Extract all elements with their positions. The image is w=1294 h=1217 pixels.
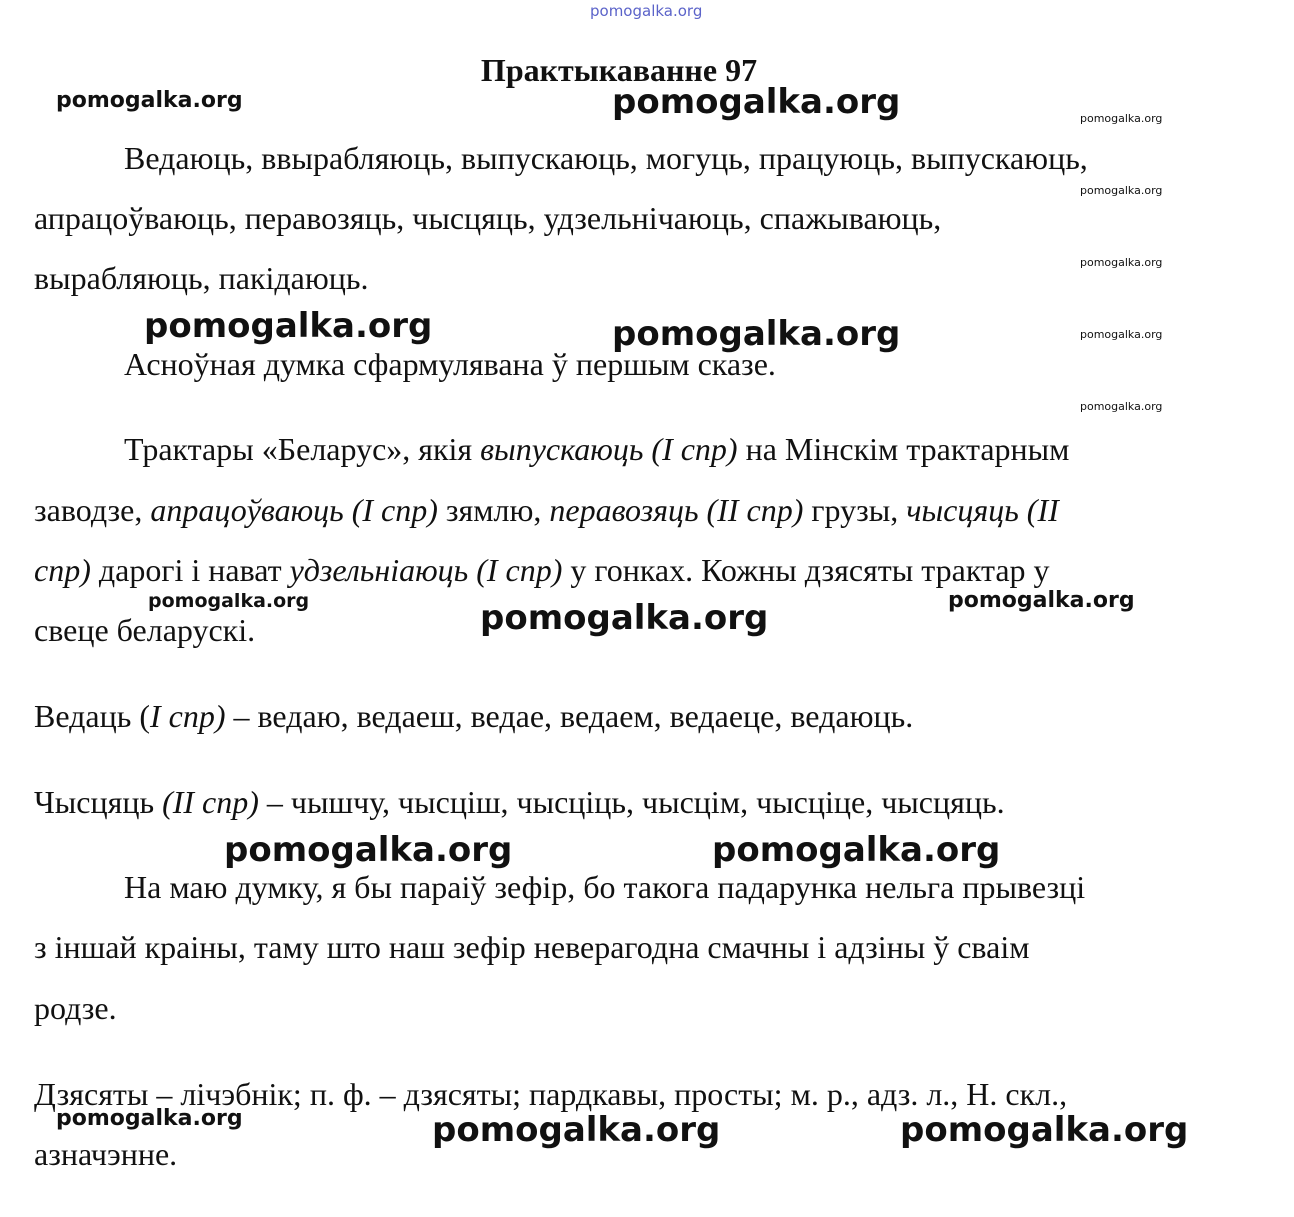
verb-annotation: перавозяць (II спр)	[549, 492, 804, 528]
para3-line4: свеце беларускі.	[34, 612, 256, 648]
watermark: pomogalka.org	[144, 306, 433, 346]
para3-line3	[34, 552, 1050, 589]
watermark: pomogalka.org	[612, 82, 901, 122]
text-run: – чышчу, чысціш, чысціць, чысцім, чысціце, чысцяць.	[258, 784, 1005, 820]
para5-line1	[34, 784, 1005, 821]
watermark: pomogalka.org	[148, 590, 310, 612]
watermark: pomogalka.org	[612, 314, 901, 354]
watermark: pomogalka.org	[1080, 112, 1163, 125]
watermark: pomogalka.org	[712, 830, 1001, 870]
text-run: дарогі і нават	[90, 552, 290, 588]
text-run: Ведаць (	[34, 698, 150, 734]
para6-line1: На маю думку, я бы параіў зефір, бо такога падарунка нельга прывезці	[124, 869, 1086, 905]
verb-annotation: удзельніаюць (I спр)	[289, 552, 563, 588]
text-run: зямлю,	[437, 492, 550, 528]
text-run: на Мінскім трактарным	[737, 431, 1070, 467]
verb-annotation: чысцяць (II	[906, 492, 1059, 528]
text-run: грузы,	[803, 492, 907, 528]
watermark: pomogalka.org	[432, 1110, 721, 1150]
para3-line2	[34, 492, 1059, 529]
verb-annotation: спр)	[34, 552, 91, 588]
watermark-top-link[interactable]: pomogalka.org	[590, 2, 703, 20]
page-title: Практыкаванне 97	[480, 52, 758, 88]
watermark: pomogalka.org	[480, 598, 769, 638]
watermark: pomogalka.org	[56, 1106, 243, 1131]
para4-line1	[34, 698, 913, 735]
text-run: у гонках. Кожны дзясяты трактар у	[562, 552, 1050, 588]
verb-annotation: выпускаюць (I спр)	[480, 431, 738, 467]
watermark: pomogalka.org	[56, 88, 243, 113]
para1-line3: вырабляюць, пакідаюць.	[34, 260, 369, 296]
watermark: pomogalka.org	[1080, 400, 1163, 413]
para1-line2: апрацоўваюць, перавозяць, чысцяць, удзельнічаюць, спажываюць,	[34, 200, 942, 236]
watermark: pomogalka.org	[900, 1110, 1189, 1150]
para7-line2: азначэнне.	[34, 1136, 178, 1172]
para1-line1: Ведаюць, ввырабляюць, выпускаюць, могуць, працуюць, выпускаюць,	[124, 140, 1088, 176]
para2-line1: Асноўная думка сфармулявана ў першым сказе.	[124, 346, 776, 382]
para7-line1: Дзясяты – лічэбнік; п. ф. – дзясяты; пардкавы, просты; м. р., адз. л., Н. скл.,	[34, 1076, 1068, 1112]
watermark: pomogalka.org	[1080, 328, 1163, 341]
text-run: заводзе,	[34, 492, 151, 528]
watermark: pomogalka.org	[224, 830, 513, 870]
watermark: pomogalka.org	[948, 588, 1135, 613]
text-run: – ведаю, ведаеш, ведае, ведаем, ведаеце, ведаюць.	[225, 698, 914, 734]
para3-line1	[124, 431, 1069, 468]
watermark: pomogalka.org	[1080, 256, 1163, 269]
para6-line3: родзе.	[34, 990, 117, 1026]
verb-annotation: апрацоўваюць (I спр)	[150, 492, 438, 528]
verb-annotation: (II спр)	[162, 784, 259, 820]
text-run: Чысцяць	[34, 784, 163, 820]
verb-annotation: I спр)	[149, 698, 226, 734]
watermark: pomogalka.org	[1080, 184, 1163, 197]
para6-line2: з іншай краіны, таму што наш зефір неверагодна смачны і адзіны ў сваім	[34, 929, 1030, 965]
text-run: Трактары «Беларус», якія	[124, 431, 481, 467]
